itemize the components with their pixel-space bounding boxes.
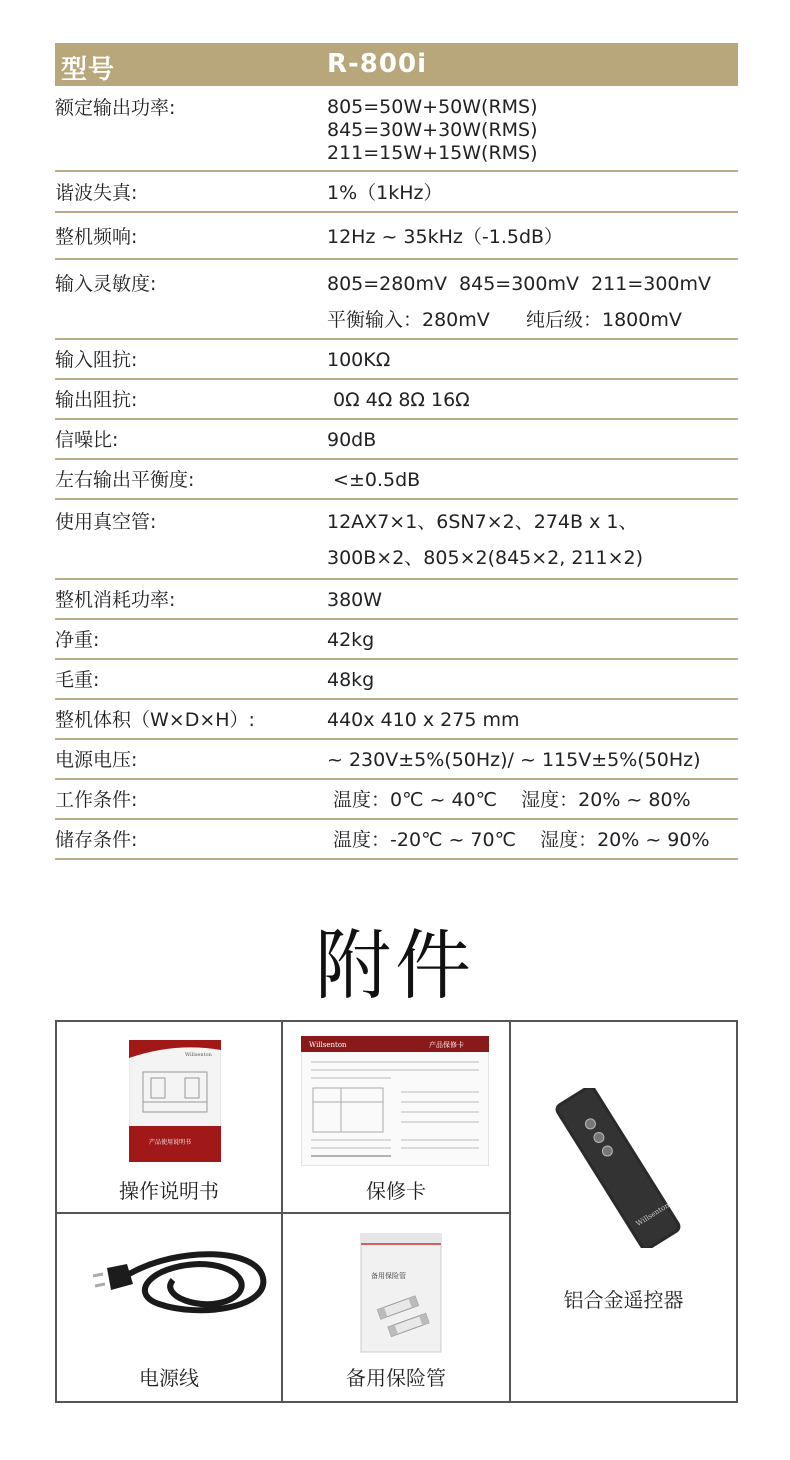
spec-value: ~ 230V±5%(50Hz)/ ~ 115V±5%(50Hz) [327,749,701,771]
svg-text:产品使用说明书: 产品使用说明书 [149,1139,192,1146]
svg-text:备用保险管: 备用保险管 [371,1272,406,1280]
spec-row [55,420,738,460]
spec-value: 1%（1kHz） [327,182,443,204]
spec-value: 380W [327,589,383,611]
spec-label: 额定输出功率: [55,97,176,119]
warranty-label: 保修卡 [366,1179,426,1203]
spec-row [55,460,738,500]
spec-label: 信噪比: [55,429,119,451]
spec-row [55,86,738,172]
spec-label: 储存条件: [55,829,138,851]
svg-text:Willsenton: Willsenton [309,1041,347,1049]
spec-label: 使用真空管: [55,511,157,533]
spec-label: 输入灵敏度: [55,273,157,295]
spec-row [55,172,738,213]
spec-label: 整机体积（W×D×H）: [55,709,255,731]
spec-label: 输出阻抗: [55,389,138,411]
power-cord-image [89,1238,273,1328]
spec-row [55,340,738,380]
svg-text:Willsenton: Willsenton [185,1052,212,1058]
spec-row [55,260,738,340]
spec-label: 整机消耗功率: [55,589,176,611]
accessory-remote [511,1022,736,1401]
spec-label: 整机频响: [55,226,138,248]
svg-text:产品保修卡: 产品保修卡 [429,1041,464,1049]
accessory-power-cord [57,1214,281,1401]
spec-value: 温度：0℃ ~ 40℃ 湿度：20% ~ 80% [327,789,691,811]
spec-row [55,580,738,620]
accessory-manual [57,1022,281,1212]
accessories-title: 附件 [315,921,475,1010]
spec-value: 440x 410 x 275 mm [327,709,520,731]
remote-image [543,1088,693,1248]
manual-label: 操作说明书 [119,1179,219,1203]
spec-row [55,620,738,660]
header-model: R-800i [327,49,427,79]
accessory-warranty [283,1022,509,1212]
spec-row [55,213,738,260]
spec-row [55,740,738,780]
spec-row [55,380,738,420]
spec-value: 90dB [327,429,377,451]
spec-value: 48kg [327,669,375,691]
accessories-grid [55,1020,738,1403]
spec-row [55,660,738,700]
spec-label: 输入阻抗: [55,349,138,371]
power-cord-label: 电源线 [139,1366,199,1390]
spec-value: 805=280mV 845=300mV 211=300mV 平衡输入：280mV 纯后级：1800mV [327,273,712,331]
spec-header [55,43,738,86]
spec-label: 电源电压: [55,749,138,771]
spec-table [55,43,738,860]
remote-label: 铝合金遥控器 [563,1288,684,1312]
accessory-fuse [283,1214,509,1401]
spec-value: 温度：-20℃ ~ 70℃ 湿度：20% ~ 90% [327,829,710,851]
spec-label: 谐波失真: [55,182,138,204]
spec-value: 12Hz ~ 35kHz（-1.5dB） [327,226,564,248]
fuse-image [359,1232,443,1354]
spec-value: <±0.5dB [327,469,421,491]
spec-label: 工作条件: [55,789,138,811]
warranty-image [301,1036,489,1166]
spec-value: 12AX7×1、6SN7×2、274B x 1、 300B×2、805×2(845×2, 211×2) [327,511,644,569]
fuse-label: 备用保险管 [346,1366,446,1390]
svg-text:Willsenton: Willsenton [634,1201,671,1228]
spec-row [55,820,738,860]
spec-value: 0Ω 4Ω 8Ω 16Ω [327,389,470,411]
spec-label: 净重: [55,629,100,651]
spec-value: 42kg [327,629,375,651]
spec-row [55,500,738,580]
spec-value: 100KΩ [327,349,391,371]
spec-row [55,780,738,820]
spec-value: 805=50W+50W(RMS) 845=30W+30W(RMS) 211=15W+15W(RMS) [327,96,538,164]
header-label: 型号 [61,55,116,85]
spec-label: 毛重: [55,669,100,691]
manual-image [129,1040,221,1162]
spec-row [55,700,738,740]
spec-label: 左右输出平衡度: [55,469,195,491]
